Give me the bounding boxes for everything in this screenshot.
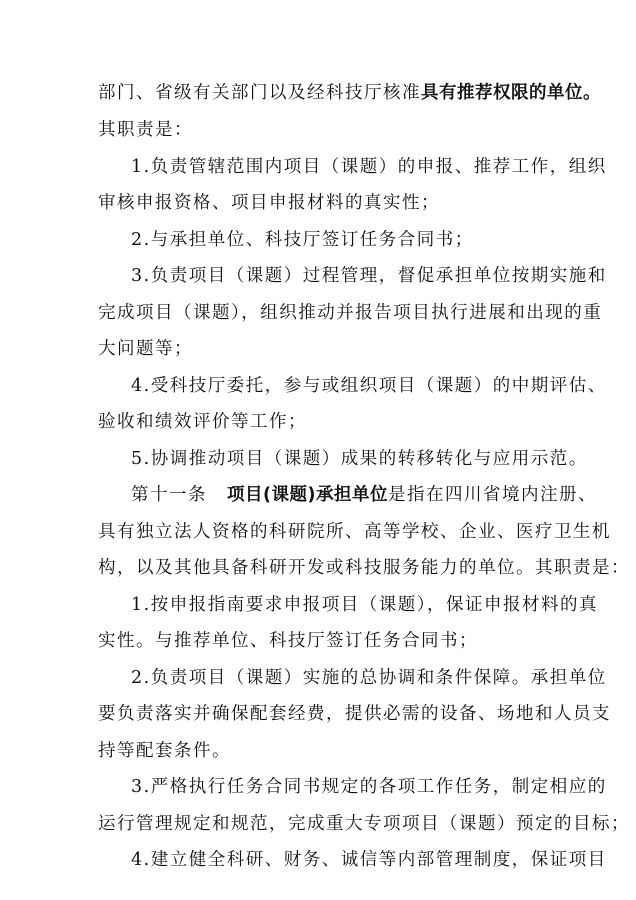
text-line: 大问题等； bbox=[98, 339, 193, 359]
text-line: 2.与承担单位、科技厅签订任务合同书； bbox=[131, 230, 474, 250]
article-heading-line bbox=[131, 481, 597, 509]
text-line: 审核申报资格、项目申报材料的真实性； bbox=[98, 193, 440, 213]
text-line: 2.负责项目（课题）实施的总协调和条件保障。承担单位 bbox=[131, 668, 607, 688]
text-line: 4.受科技厅委托，参与或组织项目（课题）的中期评估、 bbox=[131, 376, 607, 396]
text-line: 要负责落实并确保配套经费，提供必需的设备、场地和人员支 bbox=[98, 704, 611, 724]
text-line: 持等配套条件。 bbox=[98, 741, 231, 761]
text-line: 具有独立法人资格的科研院所、高等学校、企业、医疗卫生机 bbox=[98, 522, 611, 542]
text-segment: 部门、省级有关部门以及经科技厅核准 bbox=[98, 83, 421, 103]
text-line: 3.严格执行任务合同书规定的各项工作任务，制定相应的 bbox=[131, 777, 607, 797]
text-line: 4.建立健全科研、财务、诚信等内部管理制度，保证项目 bbox=[131, 850, 607, 870]
bold-term: 项目(课题)承担单位 bbox=[227, 485, 388, 505]
text-line: 1.负责管辖范围内项目（课题）的申报、推荐工作，组织 bbox=[131, 157, 607, 177]
text-line: 5.协调推动项目（课题）成果的转移转化与应用示范。 bbox=[131, 449, 588, 469]
text-line: 3.负责项目（课题）过程管理，督促承担单位按期实施和 bbox=[131, 266, 607, 286]
text-line: 实性。与推荐单位、科技厅签订任务合同书； bbox=[98, 631, 478, 651]
text-line: 验收和绩效评价等工作； bbox=[98, 412, 307, 432]
text-segment: 。 bbox=[583, 83, 601, 103]
text-line: 运行管理规定和规范，完成重大专项项目（课题）预定的目标； bbox=[98, 814, 630, 834]
text-line: 1.按申报指南要求申报项目（课题），保证申报材料的真 bbox=[131, 595, 598, 615]
text-line: 完成项目（课题），组织推动并报告项目执行进展和出现的重 bbox=[98, 303, 603, 323]
text-line bbox=[98, 79, 601, 107]
article-number: 第十一条 bbox=[131, 485, 207, 505]
bold-term: 具有推荐权限的单位 bbox=[421, 83, 583, 103]
text-line: 构，以及其他具备科研开发或科技服务能力的单位。其职责是： bbox=[98, 558, 630, 578]
text-line: 其职责是： bbox=[98, 120, 193, 140]
text-segment: 是指在四川省境内注册、 bbox=[388, 485, 597, 505]
